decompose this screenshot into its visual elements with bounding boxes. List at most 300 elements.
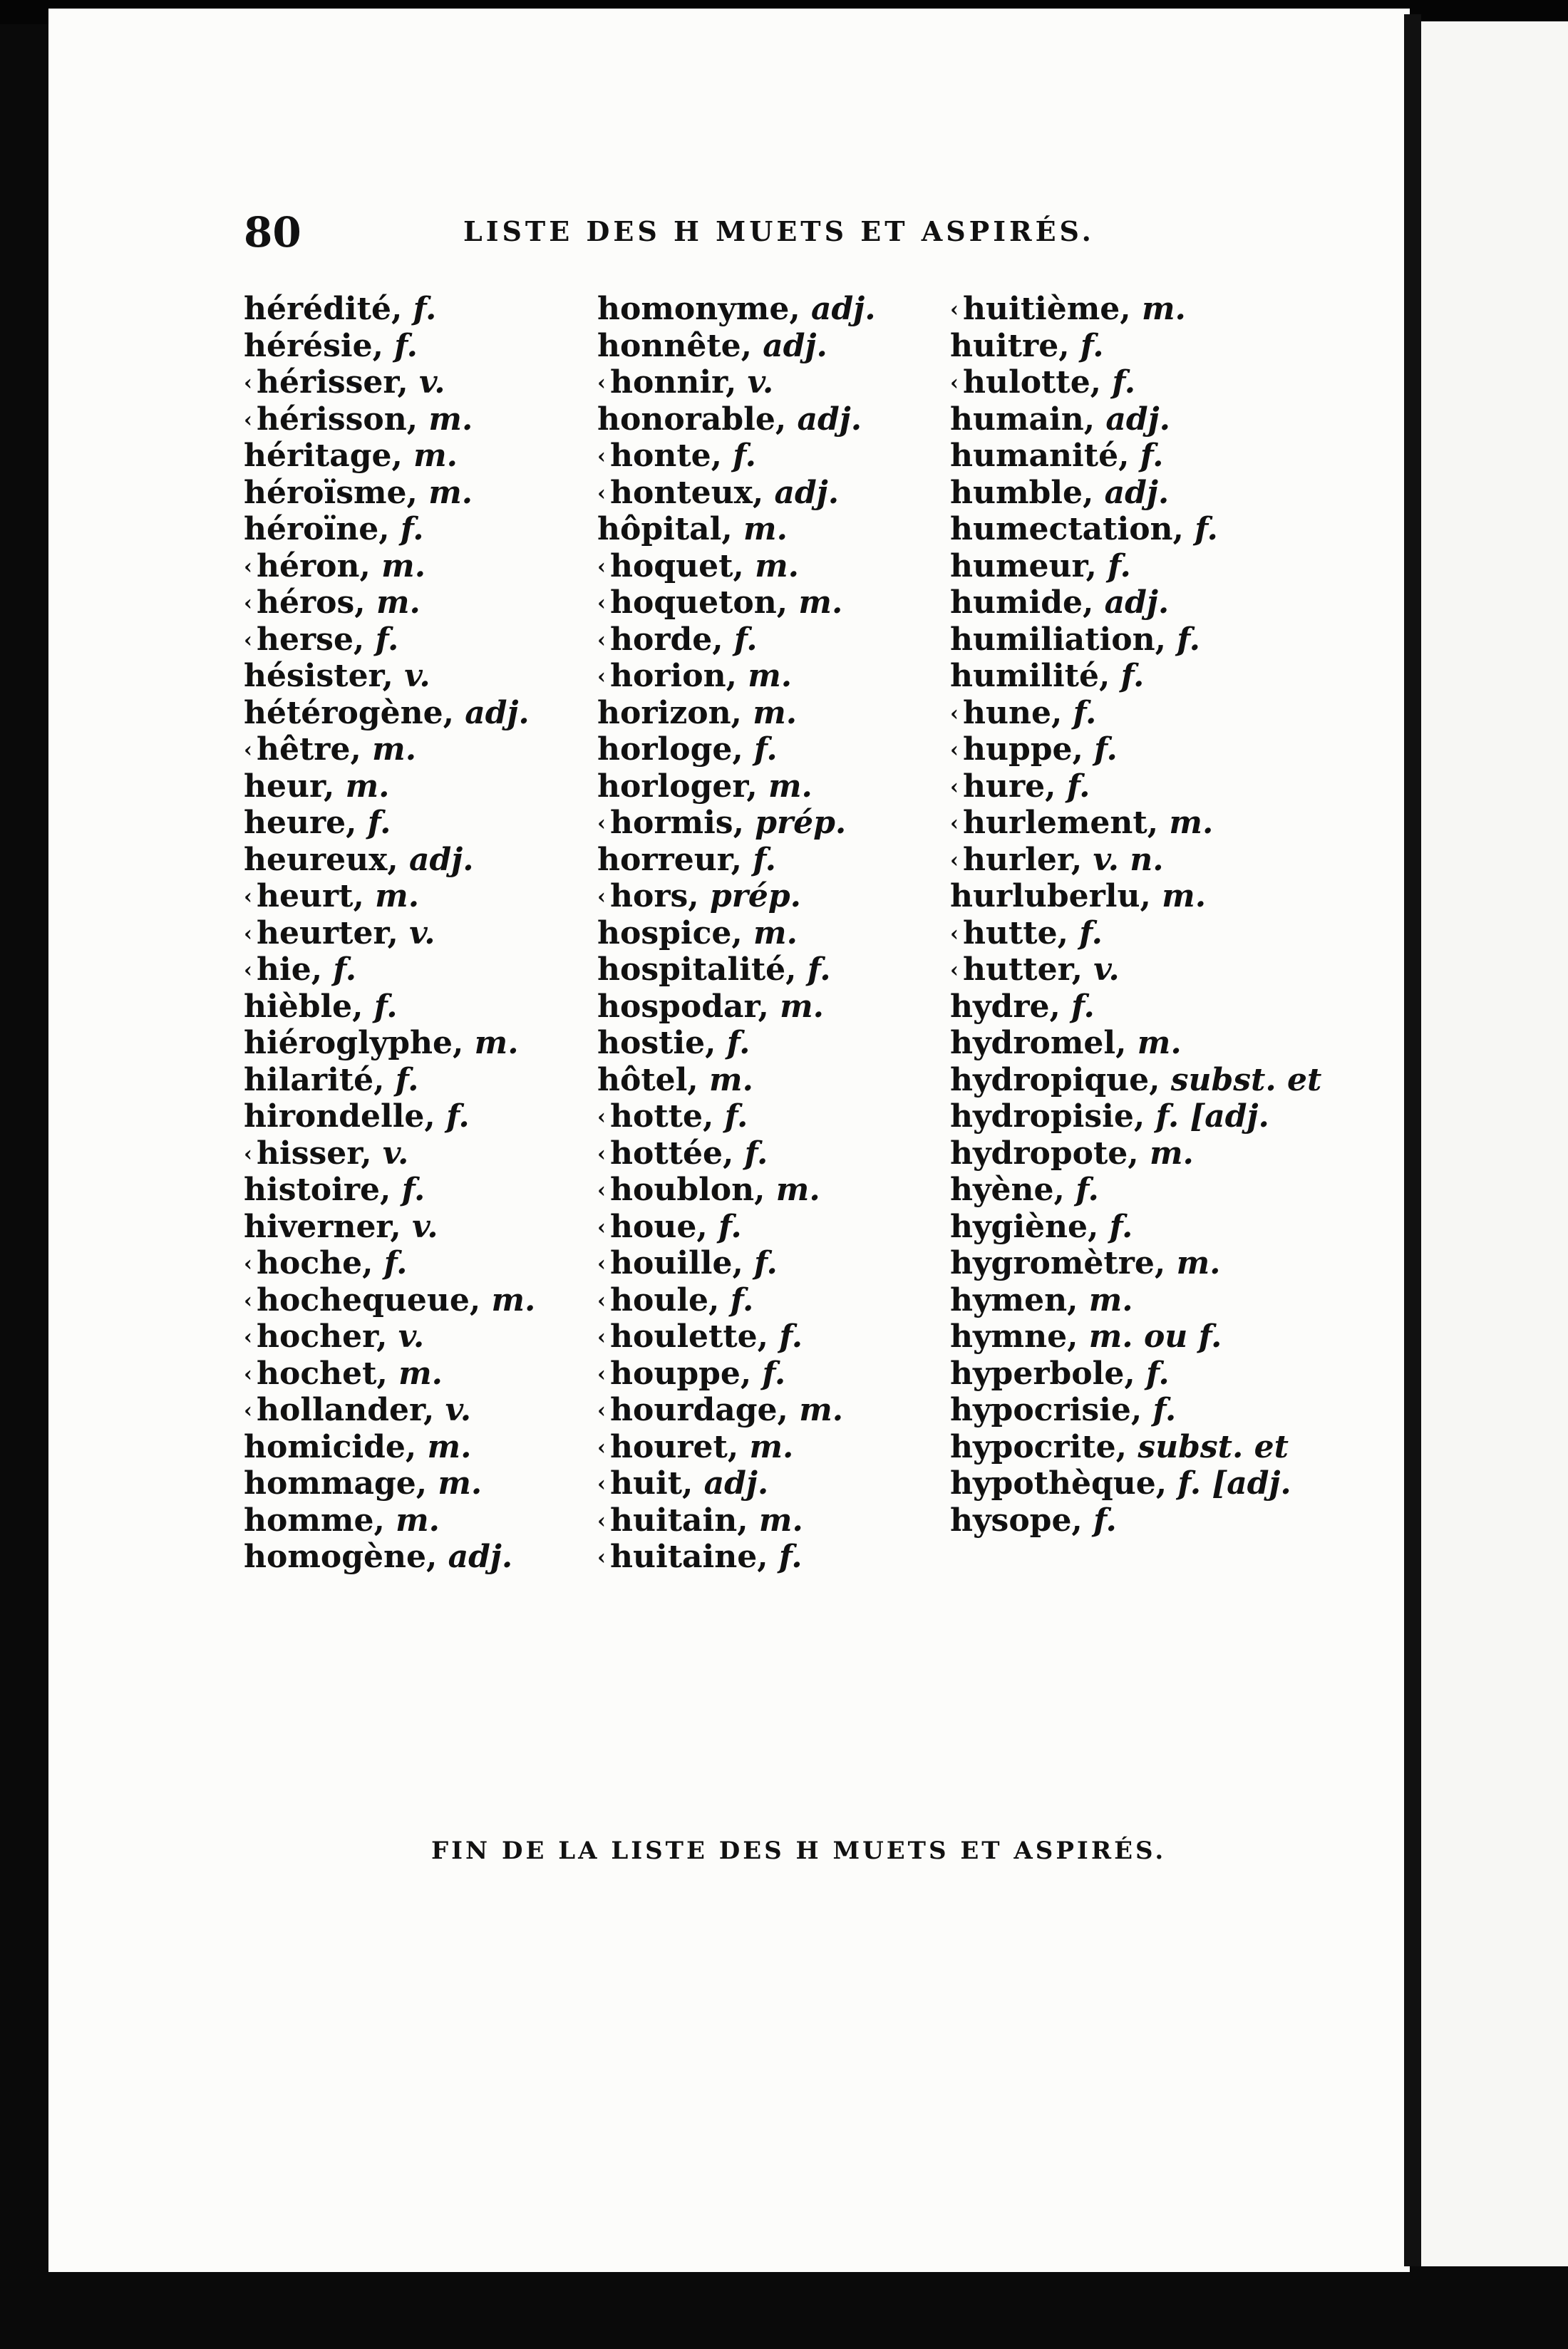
aspirated-h-marker: ‹ — [597, 1214, 606, 1240]
dictionary-entry — [950, 842, 1321, 879]
entry-word: houret, — [610, 1428, 739, 1465]
dictionary-entry — [597, 1465, 876, 1502]
entry-grammar: f. — [1145, 1355, 1170, 1392]
dictionary-entry — [597, 842, 876, 879]
entry-word: huitain, — [610, 1502, 748, 1539]
entry-grammar: adj. — [448, 1539, 513, 1575]
aspirated-h-marker: ‹ — [244, 407, 252, 433]
dictionary-entry — [244, 475, 535, 512]
dictionary-entry — [950, 1062, 1321, 1099]
aspirated-h-marker: ‹ — [244, 884, 252, 909]
entry-grammar: m. — [413, 438, 458, 474]
dictionary-entry — [244, 401, 535, 438]
entry-word: hoche, — [257, 1245, 373, 1281]
entry-word: hyène, — [950, 1172, 1065, 1208]
dictionary-entry — [244, 951, 535, 988]
entry-grammar: f. — [754, 1245, 778, 1281]
dictionary-entry — [597, 731, 876, 768]
entry-grammar: v. — [409, 914, 435, 951]
dictionary-entry — [950, 1245, 1321, 1282]
dictionary-entry — [950, 511, 1321, 548]
entry-grammar: f. [adj. — [1177, 1465, 1291, 1502]
entry-word: homonyme, — [597, 291, 800, 327]
entry-word: hure, — [963, 768, 1056, 805]
dictionary-entry — [244, 1429, 535, 1466]
entry-word: hochequeue, — [257, 1281, 481, 1318]
entry-word: humanité, — [950, 438, 1130, 474]
dictionary-entry — [597, 1429, 876, 1466]
dictionary-entry — [950, 805, 1321, 842]
dictionary-entry — [244, 511, 535, 548]
entry-grammar: prép. — [709, 878, 801, 914]
entry-grammar: f. — [733, 438, 756, 474]
entry-word: héritage, — [244, 438, 403, 474]
entry-grammar: f. — [753, 841, 776, 878]
dictionary-entry — [950, 1392, 1321, 1429]
entry-grammar: f. — [1108, 547, 1131, 584]
dictionary-entry — [950, 988, 1321, 1026]
dictionary-entry — [950, 1502, 1321, 1539]
entry-word: hollander, — [257, 1392, 435, 1428]
entry-grammar: m. — [474, 1025, 519, 1061]
aspirated-h-marker: ‹ — [244, 1141, 252, 1167]
entry-grammar: subst. et — [1170, 1061, 1322, 1098]
dictionary-entry — [597, 1245, 876, 1282]
entry-grammar: f. — [744, 1135, 768, 1172]
aspirated-h-marker: ‹ — [597, 1141, 606, 1167]
dictionary-entry — [597, 1135, 876, 1172]
entry-grammar: f. — [1073, 694, 1097, 731]
entry-grammar: v. — [398, 1318, 425, 1355]
aspirated-h-marker: ‹ — [950, 738, 959, 763]
entry-grammar: m. — [1088, 1281, 1133, 1318]
dictionary-entry — [950, 915, 1321, 952]
entry-grammar: f. — [1066, 768, 1090, 805]
dictionary-entry — [950, 1465, 1321, 1502]
aspirated-h-marker: ‹ — [244, 921, 252, 946]
entry-grammar: f. — [367, 805, 391, 841]
dictionary-entry — [244, 1539, 535, 1576]
entry-grammar: m. — [749, 1428, 794, 1465]
aspirated-h-marker: ‹ — [597, 1178, 606, 1203]
word-column-3 — [950, 291, 1321, 1539]
aspirated-h-marker: ‹ — [597, 811, 606, 836]
entry-word: humain, — [950, 401, 1095, 438]
entry-word: hièble, — [244, 988, 363, 1025]
aspirated-h-marker: ‹ — [950, 774, 959, 800]
dictionary-entry — [950, 1172, 1321, 1209]
entry-word: hirondelle, — [244, 1098, 435, 1135]
aspirated-h-marker: ‹ — [244, 1251, 252, 1276]
entry-word: hésister, — [244, 658, 393, 694]
entry-grammar: m. — [375, 878, 420, 914]
entry-grammar: m. — [1141, 291, 1186, 327]
aspirated-h-marker: ‹ — [597, 1508, 606, 1534]
dictionary-entry — [597, 584, 876, 621]
entry-word: honte, — [610, 438, 722, 474]
entry-grammar: adj. — [797, 401, 862, 438]
entry-grammar: m. — [1162, 878, 1207, 914]
dictionary-entry — [950, 401, 1321, 438]
dictionary-entry — [244, 1465, 535, 1502]
entry-grammar: f. — [1112, 364, 1136, 401]
scan-bottom-edge — [0, 2272, 1568, 2349]
entry-word: hocher, — [257, 1318, 388, 1355]
entry-word: huitre, — [950, 327, 1070, 364]
dictionary-entry — [597, 511, 876, 548]
entry-word: hochet, — [257, 1355, 388, 1392]
dictionary-entry — [597, 1172, 876, 1209]
entry-word: hormis, — [610, 805, 744, 841]
entry-word: hoquet, — [610, 547, 744, 584]
entry-word: heure, — [244, 805, 357, 841]
dictionary-entry — [597, 1502, 876, 1539]
entry-word: hulotte, — [963, 364, 1102, 401]
entry-grammar: adj. — [1105, 401, 1170, 438]
dictionary-entry — [597, 1356, 876, 1393]
dictionary-entry — [950, 438, 1321, 475]
aspirated-h-marker: ‹ — [597, 591, 606, 616]
aspirated-h-marker: ‹ — [950, 847, 959, 873]
entry-grammar: m. — [1176, 1245, 1221, 1281]
entry-word: hoqueton, — [610, 584, 788, 621]
entry-word: horreur, — [597, 841, 742, 878]
entry-grammar: m. — [1137, 1025, 1182, 1061]
entry-word: hydromel, — [950, 1025, 1127, 1061]
entry-grammar: f. — [724, 1098, 748, 1135]
entry-word: héros, — [257, 584, 366, 621]
dictionary-entry — [244, 842, 535, 879]
entry-grammar: adj. — [774, 474, 840, 511]
entry-grammar: m. — [1169, 805, 1214, 841]
dictionary-entry — [244, 1282, 535, 1319]
dictionary-entry — [597, 988, 876, 1026]
entry-grammar: m. — [427, 1428, 472, 1465]
entry-word: hiéroglyphe, — [244, 1025, 464, 1061]
entry-grammar: adj. — [811, 291, 876, 327]
entry-grammar: f. — [333, 951, 357, 988]
entry-word: homogène, — [244, 1539, 438, 1575]
entry-word: hurler, — [963, 841, 1083, 878]
dictionary-entry — [950, 1135, 1321, 1172]
entry-word: héroïne, — [244, 511, 390, 547]
entry-word: hurluberlu, — [950, 878, 1151, 914]
dictionary-entry — [244, 584, 535, 621]
entry-grammar: f. — [1109, 1208, 1133, 1245]
entry-grammar: f. — [446, 1098, 470, 1135]
entry-word: huppe, — [963, 731, 1083, 768]
entry-grammar: m. — [799, 1392, 844, 1428]
entry-word: hymne, — [950, 1318, 1078, 1355]
entry-word: hérédité, — [244, 291, 403, 327]
entry-word: hôpital, — [597, 511, 733, 547]
entry-word: houppe, — [610, 1355, 752, 1392]
aspirated-h-marker: ‹ — [244, 958, 252, 983]
entry-word: honorable, — [597, 401, 787, 438]
dictionary-entry — [244, 1209, 535, 1246]
entry-grammar: f. — [779, 1318, 803, 1355]
dictionary-entry — [244, 1392, 535, 1429]
entry-grammar: f. — [1120, 658, 1145, 694]
dictionary-entry — [950, 951, 1321, 988]
entry-word: hourdage, — [610, 1392, 788, 1428]
entry-grammar: m. — [381, 547, 426, 584]
entry-grammar: f. — [1079, 914, 1103, 951]
entry-grammar: adj. — [409, 841, 474, 878]
entry-word: huitième, — [963, 291, 1131, 327]
dictionary-entry — [244, 1135, 535, 1172]
entry-word: humilité, — [950, 658, 1110, 694]
entry-grammar: m. — [775, 1172, 820, 1208]
dictionary-entry — [950, 584, 1321, 621]
entry-word: hyperbole, — [950, 1355, 1135, 1392]
entry-word: hurlement, — [963, 805, 1159, 841]
dictionary-entry — [597, 1209, 876, 1246]
entry-grammar: f. — [373, 988, 398, 1025]
entry-grammar: f. — [401, 1172, 425, 1208]
entry-grammar: m. — [755, 547, 799, 584]
entry-word: huitaine, — [610, 1539, 768, 1575]
dictionary-entry — [597, 401, 876, 438]
aspirated-h-marker: ‹ — [597, 1472, 606, 1497]
entry-word: histoire, — [244, 1172, 391, 1208]
aspirated-h-marker: ‹ — [597, 371, 606, 396]
entry-grammar: adj. — [763, 327, 827, 364]
entry-word: hune, — [963, 694, 1063, 731]
entry-grammar: v. — [419, 364, 445, 401]
entry-word: hostie, — [597, 1025, 716, 1061]
entry-word: hutter, — [963, 951, 1083, 988]
entry-grammar: m. — [758, 1502, 803, 1539]
entry-word: houblon, — [610, 1172, 765, 1208]
dictionary-entry — [597, 1062, 876, 1099]
entry-grammar: subst. et — [1138, 1428, 1289, 1465]
entry-grammar: m. — [743, 511, 788, 547]
entry-word: houlette, — [610, 1318, 768, 1355]
entry-grammar: f. — [394, 327, 418, 364]
entry-grammar: m. — [428, 401, 473, 438]
entry-word: héroïsme, — [244, 474, 418, 511]
entry-grammar: f. — [762, 1355, 786, 1392]
entry-word: hiverner, — [244, 1208, 401, 1245]
entry-word: heurter, — [257, 914, 398, 951]
entry-grammar: v. — [404, 658, 430, 694]
dictionary-entry — [244, 915, 535, 952]
entry-grammar: m. — [428, 474, 473, 511]
dictionary-entry — [950, 1356, 1321, 1393]
entry-word: hydropote, — [950, 1135, 1139, 1172]
dictionary-entry — [597, 951, 876, 988]
entry-grammar: m. — [768, 768, 813, 805]
dictionary-entry — [950, 1318, 1321, 1356]
entry-word: heureux, — [244, 841, 398, 878]
entry-grammar: m. — [1149, 1135, 1194, 1172]
entry-word: hisser, — [257, 1135, 372, 1172]
aspirated-h-marker: ‹ — [950, 297, 959, 322]
entry-grammar: f. — [375, 621, 399, 658]
dictionary-entry — [597, 1318, 876, 1356]
entry-grammar: m. — [780, 988, 824, 1025]
entry-grammar: f. — [1071, 988, 1095, 1025]
entry-word: hêtre, — [257, 731, 361, 768]
entry-grammar: v. — [445, 1392, 472, 1428]
dictionary-entry — [950, 1429, 1321, 1466]
entry-word: hypocrite, — [950, 1428, 1127, 1465]
entry-grammar: f. — [807, 951, 831, 988]
aspirated-h-marker: ‹ — [244, 1325, 252, 1350]
dictionary-entry — [597, 695, 876, 732]
entry-grammar: prép. — [755, 805, 847, 841]
dictionary-entry — [597, 658, 876, 695]
dictionary-entry — [950, 1025, 1321, 1062]
entry-word: huit, — [610, 1465, 693, 1502]
entry-grammar: m. ou f. — [1088, 1318, 1222, 1355]
aspirated-h-marker: ‹ — [597, 627, 606, 653]
entry-grammar: m. — [398, 1355, 443, 1392]
dictionary-entry — [950, 768, 1321, 805]
entry-grammar: v. — [747, 364, 774, 401]
dictionary-entry — [597, 291, 876, 328]
aspirated-h-marker: ‹ — [244, 554, 252, 579]
entry-grammar: f. — [1094, 731, 1118, 768]
entry-word: horizon, — [597, 694, 742, 731]
dictionary-entry — [244, 364, 535, 401]
aspirated-h-marker: ‹ — [597, 480, 606, 506]
aspirated-h-marker: ‹ — [597, 554, 606, 579]
dictionary-entry — [244, 621, 535, 659]
aspirated-h-marker: ‹ — [244, 1361, 252, 1387]
dictionary-entry — [597, 438, 876, 475]
entry-grammar: v. — [412, 1208, 438, 1245]
entry-grammar: f. — [1093, 1502, 1117, 1539]
page-number: 80 — [244, 208, 301, 257]
entry-grammar: f. — [1076, 1172, 1099, 1208]
entry-grammar: f. — [733, 621, 758, 658]
aspirated-h-marker: ‹ — [597, 1105, 606, 1130]
dictionary-entry — [597, 1025, 876, 1062]
running-head: LISTE DES H MUETS ET ASPIRÉS. — [463, 215, 1095, 247]
aspirated-h-marker: ‹ — [597, 1545, 606, 1570]
dictionary-entry — [597, 475, 876, 512]
dictionary-entry — [950, 364, 1321, 401]
entry-grammar: f. — [400, 511, 424, 547]
entry-grammar: m. — [438, 1465, 483, 1502]
entry-word: hottée, — [610, 1135, 734, 1172]
dictionary-entry — [597, 364, 876, 401]
aspirated-h-marker: ‹ — [597, 444, 606, 469]
dictionary-entry — [950, 291, 1321, 328]
dictionary-entry — [597, 328, 876, 365]
dictionary-entry — [950, 731, 1321, 768]
entry-grammar: f. — [1195, 511, 1218, 547]
dictionary-entry — [597, 768, 876, 805]
entry-grammar: f. — [383, 1245, 408, 1281]
aspirated-h-marker: ‹ — [950, 958, 959, 983]
aspirated-h-marker: ‹ — [244, 371, 252, 396]
aspirated-h-marker: ‹ — [597, 1361, 606, 1387]
entry-grammar: f. — [726, 1025, 751, 1061]
word-column-2 — [597, 291, 876, 1576]
entry-word: humble, — [950, 474, 1094, 511]
entry-grammar: f. — [730, 1281, 754, 1318]
entry-grammar: m. — [376, 584, 421, 621]
dictionary-entry — [244, 1318, 535, 1356]
dictionary-entry — [950, 1209, 1321, 1246]
entry-word: hysope, — [950, 1502, 1083, 1539]
dictionary-entry — [244, 658, 535, 695]
dictionary-entry — [244, 438, 535, 475]
facing-page-edge — [1421, 21, 1568, 2266]
dictionary-entry — [244, 1502, 535, 1539]
entry-grammar: m. — [753, 694, 798, 731]
dictionary-entry — [244, 1098, 535, 1135]
entry-word: hétérogène, — [244, 694, 454, 731]
entry-word: heur, — [244, 768, 335, 805]
entry-grammar: m. — [753, 914, 798, 951]
dictionary-entry — [597, 805, 876, 842]
entry-grammar: m. — [345, 768, 390, 805]
entry-word: héron, — [257, 547, 371, 584]
word-column-1 — [244, 291, 535, 1576]
dictionary-entry — [244, 1062, 535, 1099]
dictionary-entry — [244, 548, 535, 585]
dictionary-entry — [244, 328, 535, 365]
dictionary-entry — [244, 1245, 535, 1282]
dictionary-entry — [950, 695, 1321, 732]
entry-grammar: f. — [1080, 327, 1104, 364]
entry-word: hygiène, — [950, 1208, 1099, 1245]
entry-grammar: f. — [1152, 1392, 1177, 1428]
aspirated-h-marker: ‹ — [597, 1288, 606, 1313]
entry-grammar: m. — [491, 1281, 536, 1318]
entry-word: horde, — [610, 621, 723, 658]
entry-grammar: f. — [754, 731, 778, 768]
aspirated-h-marker: ‹ — [244, 738, 252, 763]
entry-grammar: f. — [718, 1208, 742, 1245]
entry-word: homme, — [244, 1502, 385, 1539]
entry-word: hors, — [610, 878, 699, 914]
dictionary-entry — [597, 878, 876, 915]
entry-word: houe, — [610, 1208, 708, 1245]
entry-word: hutte, — [963, 914, 1068, 951]
aspirated-h-marker: ‹ — [597, 884, 606, 909]
aspirated-h-marker: ‹ — [597, 664, 606, 689]
entry-grammar: f. — [1140, 438, 1164, 474]
dictionary-entry — [597, 915, 876, 952]
aspirated-h-marker: ‹ — [950, 811, 959, 836]
dictionary-entry — [597, 1282, 876, 1319]
entry-grammar: f. — [1177, 621, 1200, 658]
book-gutter — [1404, 14, 1421, 2266]
entry-grammar: adj. — [1104, 474, 1170, 511]
dictionary-entry — [244, 1356, 535, 1393]
entry-word: hypocrisie, — [950, 1392, 1143, 1428]
entry-word: humiliation, — [950, 621, 1166, 658]
dictionary-entry — [244, 695, 535, 732]
dictionary-entry — [950, 1282, 1321, 1319]
aspirated-h-marker: ‹ — [950, 371, 959, 396]
entry-word: hôtel, — [597, 1061, 698, 1098]
entry-word: honnir, — [610, 364, 737, 401]
dictionary-entry — [244, 768, 535, 805]
entry-word: hypothèque, — [950, 1465, 1167, 1502]
entry-grammar: v. — [1093, 951, 1120, 988]
entry-grammar: adj. — [465, 694, 530, 731]
entry-grammar: m. — [798, 584, 843, 621]
entry-grammar: f. [adj. — [1155, 1098, 1269, 1135]
dictionary-entry — [597, 1539, 876, 1576]
entry-word: humeur, — [950, 547, 1097, 584]
